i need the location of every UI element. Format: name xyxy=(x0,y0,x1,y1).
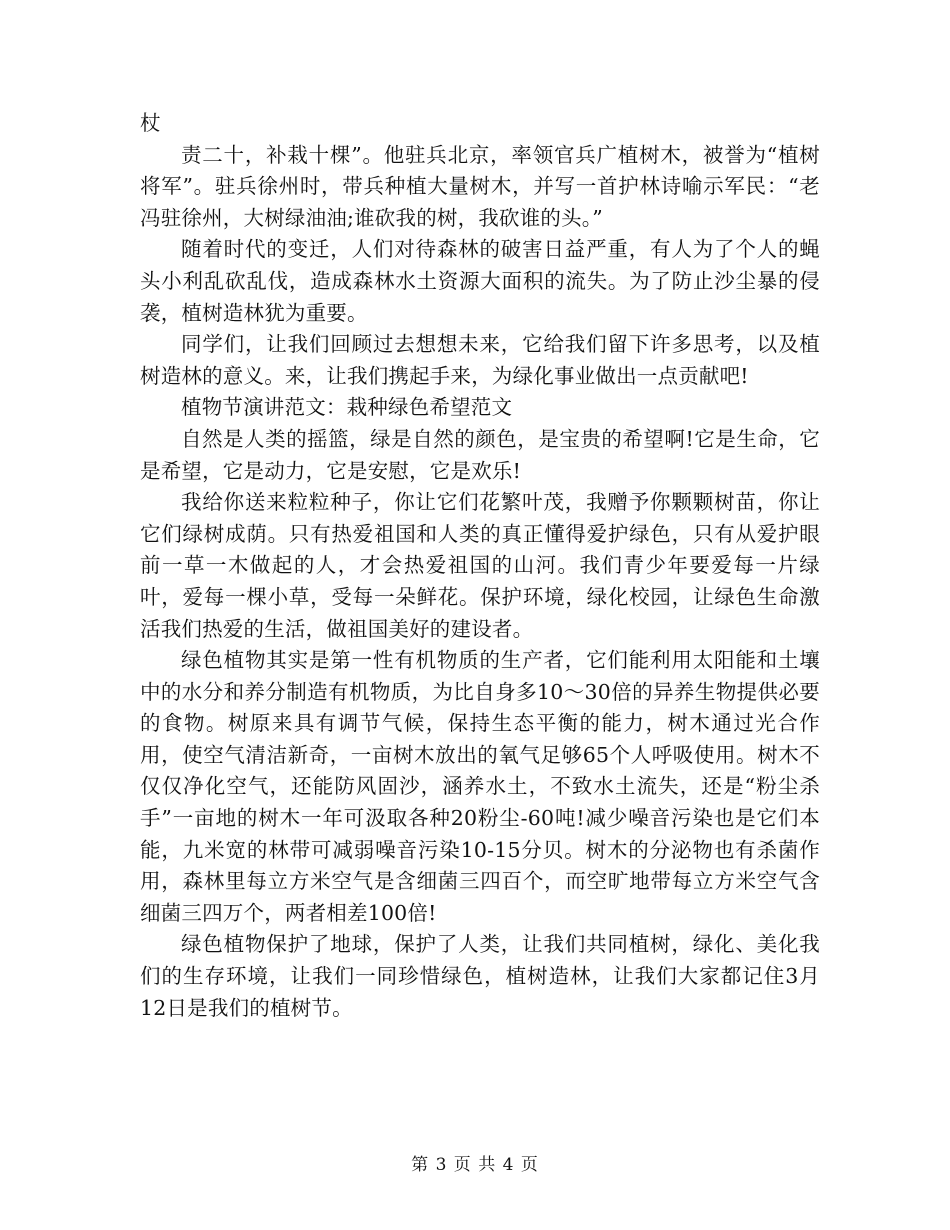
paragraph-deforestation: 随着时代的变迁，人们对待森林的破害日益严重，有人为了个人的蝇头小利乱砍乱伐，造成森林水土资源大面积的流失。为了防止沙尘暴的侵袭，植树造林犹为重要。 xyxy=(140,237,820,325)
page-number-label: 第 3 页 共 4 页 xyxy=(411,1155,539,1175)
paragraph-general-feng: 责二十，补栽十棵”。他驻兵北京，率领官兵广植树木，被誉为“植树将军”。驻兵徐州时，带兵种植大量树木，并写一首护林诗喻示军民：“老冯驻徐州，大树绿油油;谁砍我的树，我砍谁的头。” xyxy=(140,142,820,230)
paragraph-nature-cradle: 自然是人类的摇篮，绿是自然的颜色，是宝贵的希望啊!它是生命，它是希望，它是动力，它是安慰，它是欢乐! xyxy=(140,426,820,483)
paragraph-conclusion: 绿色植物保护了地球，保护了人类，让我们共同植树，绿化、美化我们的生存环境，让我们一同珍惜绿色，植树造林，让我们大家都记住3月12日是我们的植树节。 xyxy=(140,932,820,1020)
document-body xyxy=(140,108,820,1024)
paragraph-fragment: 杖 xyxy=(140,111,161,135)
paragraph-plant-benefits: 绿色植物其实是第一性有机物质的生产者，它们能利用太阳能和土壤中的水分和养分制造有机物质，为比自身多10～30倍的异养生物提供必要的食物。树原来具有调节气候，保持生态平衡的能力，树木通过光合作用，使空气清洁新奇，一亩树木放出的氧气足够65个人呼吸使用。树木不仅仅净化空气，还能防风固沙，涵养水土，不致水土流失，还是“粉尘杀手”一亩地的树木一年可汲取各种20粉尘-60吨!减少噪音污染也是它们本能，九米宽的林带可减弱噪音污染10-15分贝。树木的分泌物也有杀菌作用，森林里每立方米空气是含细菌三四百个，而空旷地带每立方米空气含细菌三四万个，两者相差100倍! xyxy=(140,648,820,925)
section-heading: 植物节演讲范文：栽种绿色希望范文 xyxy=(181,395,513,420)
page-footer xyxy=(0,1150,950,1175)
paragraph-seeds: 我给你送来粒粒种子，你让它们花繁叶茂，我赠予你颗颗树苗，你让它们绿树成荫。只有热爱祖国和人类的真正懂得爱护绿色，只有从爱护眼前一草一木做起的人，才会热爱祖国的山河。我们青少年要爱每一片绿叶，爱每一棵小草，受每一朵鲜花。保护环境，绿化校园，让绿色生命激活我们热爱的生活，做祖国美好的建设者。 xyxy=(140,490,820,641)
paragraph-call-to-action: 同学们，让我们回顾过去想想未来，它给我们留下许多思考，以及植树造林的意义。来，让我们携起手来，为绿化事业做出一点贡献吧! xyxy=(140,332,820,388)
